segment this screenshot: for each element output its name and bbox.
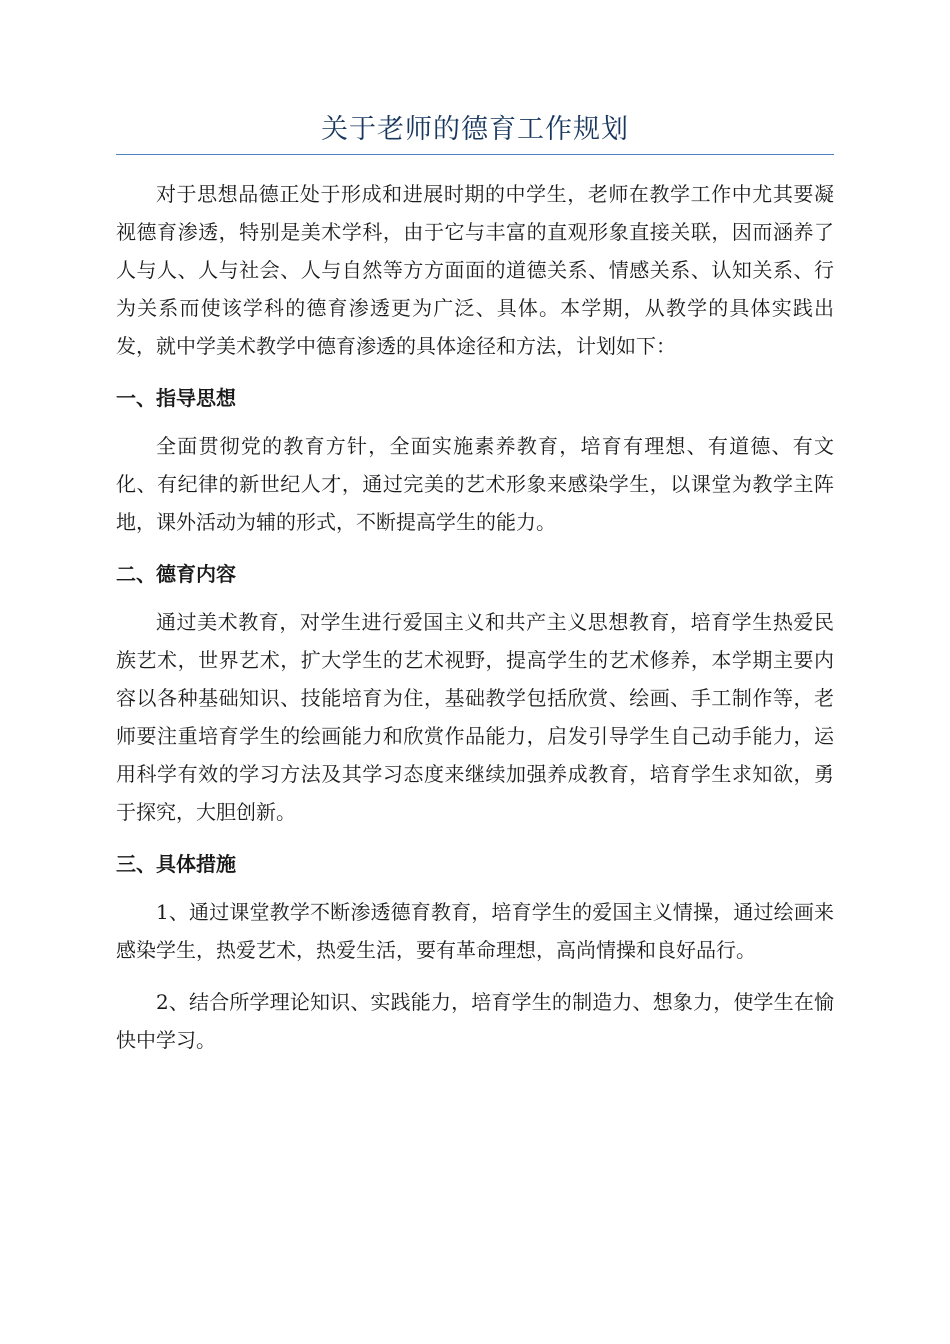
section-heading-specific-measures: 三、具体措施 — [116, 852, 236, 876]
section-heading-guiding-ideology: 一、指导思想 — [116, 386, 236, 410]
measure-item-1: 1、通过课堂教学不断渗透德育教育，培育学生的爱国主义情操，通过绘画来感染学生，热爱艺术，热爱生活，要有革命理想，高尚情操和良好品行。 — [116, 900, 834, 962]
measure-item-2: 2、结合所学理论知识、实践能力，培育学生的制造力、想象力，使学生在愉快中学习。 — [116, 990, 834, 1052]
document-title: 关于老师的德育工作规划 — [321, 114, 629, 145]
title-block — [116, 112, 834, 155]
section-heading-moral-content: 二、德育内容 — [116, 562, 236, 586]
intro-paragraph: 对于思想品德正处于形成和进展时期的中学生，老师在教学工作中尤其要凝视德育渗透，特别是美术学科，由于它与丰富的直观形象直接关联，因而涵养了人与人、人与社会、人与自然等方方面面的道德关系、情感关系、认知关系、行为关系而使该学科的德育渗透更为广泛、具体。本学期，从教学的具体实践出发，就中学美术教学中德育渗透的具体途径和方法，计划如下： — [116, 182, 834, 358]
document-page — [116, 112, 834, 1059]
section-paragraph: 通过美术教育，对学生进行爱国主义和共产主义思想教育，培育学生热爱民族艺术，世界艺术，扩大学生的艺术视野，提高学生的艺术修养，本学期主要内容以各种基础知识、技能培育为住，基础教学包括欣赏、绘画、手工制作等，老师要注重培育学生的绘画能力和欣赏作品能力，启发引导学生自己动手能力，运用科学有效的学习方法及其学习态度来继续加强养成教育，培育学生求知欲，勇于探究，大胆创新。 — [116, 610, 834, 824]
section-paragraph: 全面贯彻党的教育方针，全面实施素养教育，培育有理想、有道德、有文化、有纪律的新世纪人才，通过完美的艺术形象来感染学生，以课堂为教学主阵地，课外活动为辅的形式，不断提高学生的能力。 — [116, 434, 834, 534]
